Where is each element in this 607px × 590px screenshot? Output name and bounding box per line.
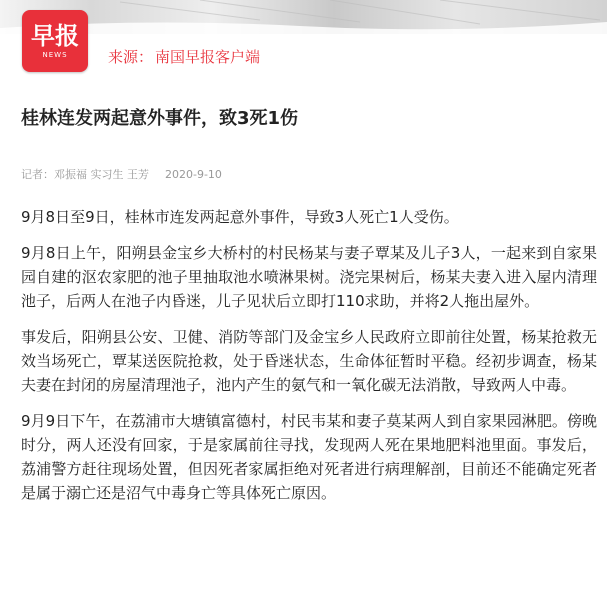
- paragraph-3: 事发后，阳朔县公安、卫健、消防等部门及金宝乡人民政府立即前往处置，杨某抢救无效当场死亡，覃某送医院抢救，处于昏迷状态，生命体征暂时平稳。经初步调查，杨某夫妻在封闭的房屋清理池子，池内产生的氨气和一氧化碳无法消散，导致两人中毒。: [21, 328, 597, 394]
- paragraph-2: 9月8日上午，阳朔县金宝乡大桥村的村民杨某与妻子覃某及儿子3人，一起来到自家果园自建的沤农家肥的池子里抽取池水喷淋果树。浇完果树后，杨某夫妻入进入屋内清理池子，后两人在池子内昏迷，儿子见状后立即打110求助，并将2人拖出屋外。: [21, 244, 597, 310]
- article-title: 桂林连发两起意外事件，致3死1伤: [21, 108, 299, 129]
- source-label: 来源：: [108, 48, 154, 66]
- article-meta: [21, 166, 222, 182]
- publish-date: 2020-9-10: [165, 168, 222, 181]
- logo-sub: NEWS: [42, 50, 68, 59]
- paragraph-1: 9月8日至9日，桂林市连发两起意外事件，导致3人死亡1人受伤。: [21, 208, 459, 226]
- newspaper-banner-image: [0, 0, 607, 34]
- zaobao-logo: [22, 10, 88, 72]
- source-line: [108, 46, 260, 67]
- paragraph-4: 9月9日下午，在荔浦市大塘镇富德村，村民韦某和妻子莫某两人到自家果园淋肥。傍晚时分，两人还没有回家，于是家属前往寻找，发现两人死在果地肥料池里面。事发后，荔浦警方赶往现场处置，但因死者家属拒绝对死者进行病理解剖，目前还不能确定死者是属于溺亡还是沼气中毒身亡等具体死亡原因。: [21, 412, 597, 502]
- byline: 记者：邓振福 实习生 王芳: [21, 168, 149, 181]
- article-body: [21, 205, 597, 517]
- header: [0, 0, 607, 78]
- logo-text: 早报: [31, 21, 79, 50]
- source-name[interactable]: 南国早报客户端: [155, 48, 261, 66]
